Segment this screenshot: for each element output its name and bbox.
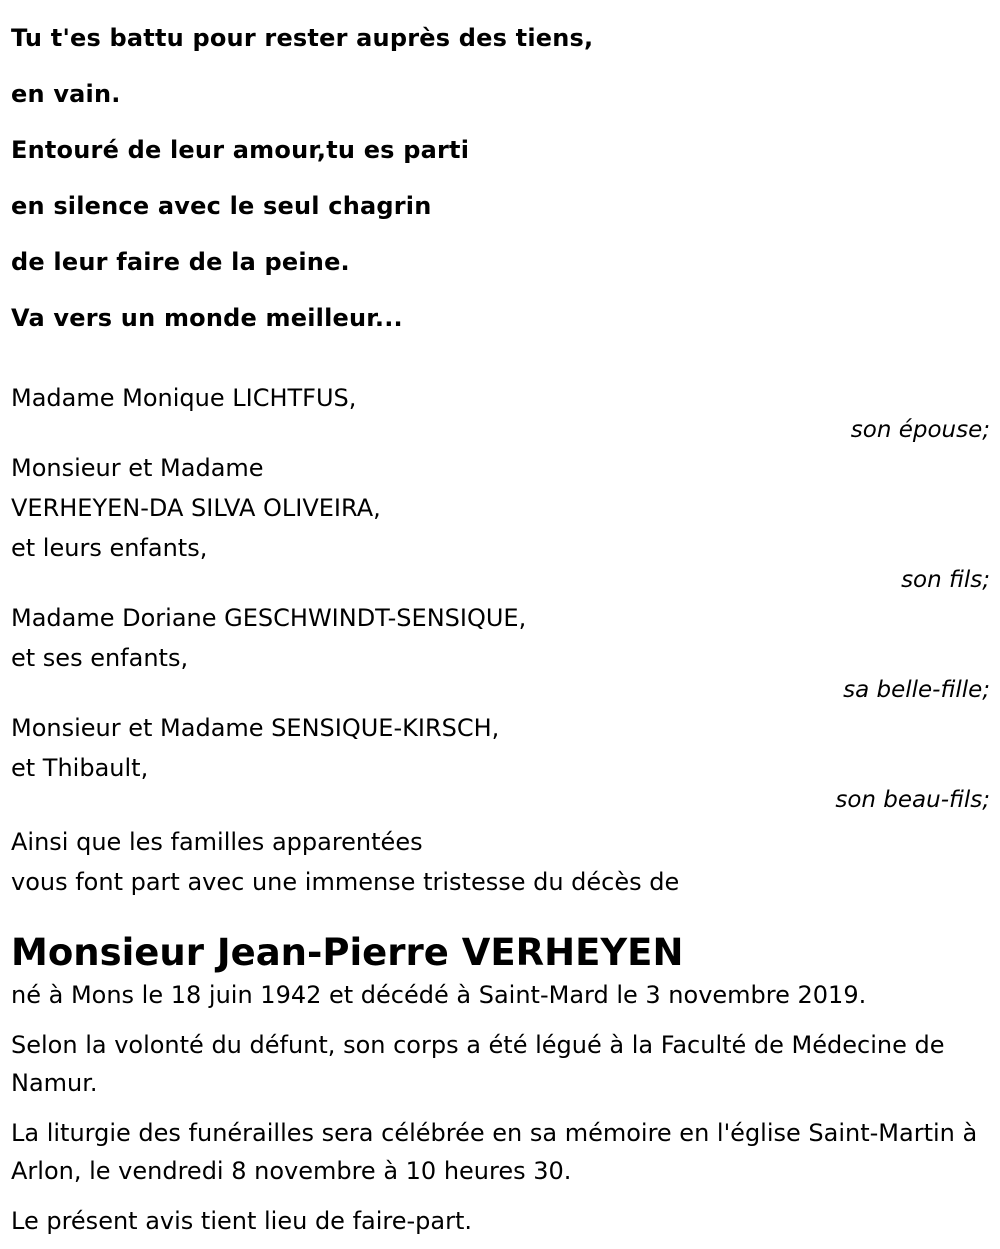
poem-line: Tu t'es battu pour rester auprès des tiens,	[11, 24, 594, 52]
family-entry-spouse	[11, 378, 990, 442]
body-paragraph: Le présent avis tient lieu de faire-part.	[11, 1207, 473, 1235]
poem-line: Entouré de leur amour,tu es parti	[11, 136, 470, 164]
poem-line: Va vers un monde meilleur...	[11, 304, 403, 332]
family-name-line: Monsieur et Madame	[11, 454, 264, 482]
family-relation: son beau-fils;	[835, 787, 990, 813]
family-name-line: et leurs enfants,	[11, 534, 208, 562]
poem	[11, 0, 990, 346]
family-name-line: Madame Monique LICHTFUS,	[11, 384, 357, 412]
family-list	[11, 378, 990, 902]
closing-line: Ainsi que les familles apparentées	[11, 828, 423, 856]
poem-line: en silence avec le seul chagrin	[11, 192, 432, 220]
family-name-line: et Thibault,	[11, 754, 149, 782]
poem-line: en vain.	[11, 80, 121, 108]
body-paragraph: Selon la volonté du défunt, son corps a été légué à la Faculté de Médecine de Namur.	[11, 1031, 945, 1097]
family-relation: son fils;	[901, 567, 990, 593]
family-relation: sa belle-fille;	[843, 677, 990, 703]
family-name-line: Monsieur et Madame SENSIQUE-KIRSCH,	[11, 714, 500, 742]
obituary-notice	[11, 0, 990, 1240]
family-entry-daughter-in-law	[11, 598, 990, 702]
poem-line: de leur faire de la peine.	[11, 248, 350, 276]
body-paragraph: La liturgie des funérailles sera célébrée en sa mémoire en l'église Saint-Martin à Arlon, le vendredi 8 novembre à 10 heures 30.	[11, 1119, 978, 1185]
family-relation: son épouse;	[850, 417, 990, 443]
family-entry-son-in-law	[11, 708, 990, 812]
family-name-line: et ses enfants,	[11, 644, 189, 672]
deceased-name: Monsieur Jean-Pierre VERHEYEN	[11, 931, 684, 974]
deceased-dates: né à Mons le 18 juin 1942 et décédé à Saint-Mard le 3 novembre 2019.	[11, 981, 867, 1009]
closing-line: vous font part avec une immense tristesse du décès de	[11, 868, 680, 896]
family-name-line: Madame Doriane GESCHWINDT-SENSIQUE,	[11, 604, 527, 632]
family-entry-son	[11, 448, 990, 592]
family-name-line: VERHEYEN-DA SILVA OLIVEIRA,	[11, 494, 381, 522]
closing-announcement	[11, 822, 990, 902]
